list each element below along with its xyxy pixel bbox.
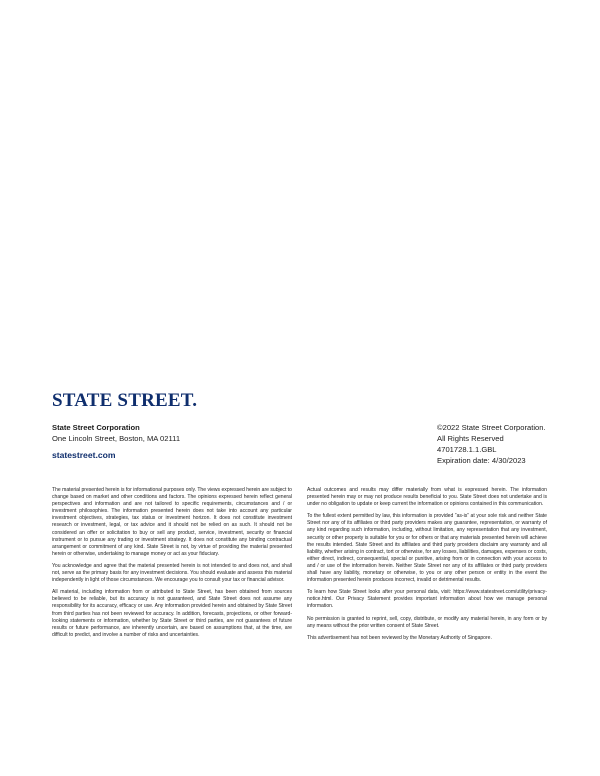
- disclosure-column-left: [52, 487, 292, 644]
- website-link[interactable]: statestreet.com: [52, 450, 116, 460]
- rights-text: All Rights Reserved: [437, 434, 504, 443]
- company-address: One Lincoln Street, Boston, MA 02111: [52, 434, 181, 443]
- disclosure-paragraph: The material presented herein is for informational purposes only. The views expressed herein are subject to change based on market and other conditions and factors. The opinions expressed herein reflect general perspectives and information and are not tailored to specific requirements, circumstances and / or investment philosophies. The information presented herein does not take into account any particular investment objectives, strategies, tax status or investment horizon. It does not constitute investment research or investment, legal, or tax advice and it should not be relied on as such. It should not be considered an offer or solicitation to buy or sell any product, service, investment, security or financial instrument or to pursue any trading or investment strategy. It does not constitute any binding contractual arrangement or commitment of any kind. State Street is not, by virtue of providing the material presented herein or otherwise, undertaking to manage money or act as your fiduciary.: [52, 487, 292, 557]
- company-name: State Street Corporation: [52, 423, 140, 432]
- disclosure-paragraph: To learn how State Street looks after your personal data, visit: https://www.statestreet.com/utility/privacy-notice.html. Our Privacy Statement provides important information about how we manage personal information.: [307, 589, 547, 610]
- copyright-text: ©2022 State Street Corporation.: [437, 423, 546, 432]
- disclosure-paragraph: All material, including information from or attributed to State Street, has been obtained from sources believed to be reliable, but its accuracy is not guaranteed, and State Street does not assume any responsibility for its accuracy, efficacy or use. Any information provided herein and obtained by State Street from third parties has not been reviewed for accuracy. In addition, forecasts, projections, or other forward-looking statements or information, whether by State Street or third parties, are not guarantees of future results or future performance, are inherently uncertain, are based on assumptions that, at the time, are difficult to predict, and involve a number of risks and uncertainties.: [52, 589, 292, 638]
- disclosure-paragraph: No permission is granted to reprint, sell, copy, distribute, or modify any material herein, in any form or by any means without the prior written consent of State Street.: [307, 615, 547, 629]
- state-street-logo: STATE STREET.: [52, 390, 198, 411]
- disclosure-paragraph: To the fullest extent permitted by law, this information is provided “as-is” at your sole risk and neither State Street nor any of its affiliates or third party providers makes any guarantee, representation, or warranty of any kind regarding such information, including, without limitation, any representation that any investment, security or other property is suitable for you or for others or that any materials presented herein will achieve the results intended. State Street and its affiliates and third party providers disclaim any warranty and all liability, whether arising in contract, tort or otherwise, for any losses, liabilities, damages, expenses or costs, either direct, indirect, consequential, special or punitive, arising from or in connection with your access to and / or use of the information herein. Neither State Street nor any of its affiliates or third party providers shall have any liability, monetary or otherwise, to you or any other person or entity in the event the information presented herein produces incorrect, invalid or detrimental results.: [307, 513, 547, 584]
- disclosure-column-right: [307, 487, 547, 647]
- expiration-date: Expiration date: 4/30/2023: [437, 456, 526, 465]
- copyright-block: [437, 422, 546, 466]
- disclosure-paragraph: Actual outcomes and results may differ materially from what is expressed herein. The information presented herein may or may not produce results beneficial to you. State Street does not undertake and is under no obligation to update or keep current the information or opinions contained in this communication.: [307, 487, 547, 508]
- disclosure-paragraph: You acknowledge and agree that the material presented herein is not intended to and does not, and shall not, serve as the primary basis for any investment decisions. You should evaluate and assess this material independently in light of those circumstances. We encourage you to consult your tax or financial advisor.: [52, 562, 292, 584]
- company-address-block: [52, 422, 180, 444]
- disclosure-paragraph: This advertisement has not been reviewed by the Monetary Authority of Singapore.: [307, 634, 492, 641]
- reference-number: 4701728.1.1.GBL: [437, 445, 497, 454]
